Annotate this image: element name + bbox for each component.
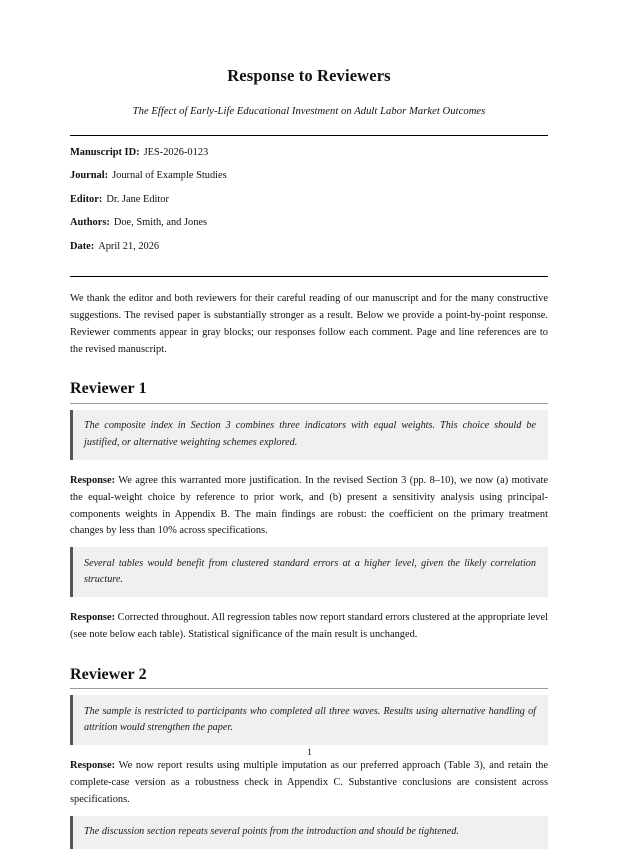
section-heading-reviewer-2: Reviewer 2 — [70, 665, 147, 683]
metadata-label: Date: — [70, 240, 95, 252]
metadata-row-editor — [70, 195, 548, 219]
reviewer-comment-text: Several tables would benefit from clustered standard errors at a higher level, given the likely correlation structure. — [84, 557, 536, 586]
metadata-row-journal — [70, 171, 548, 195]
reviewer-comment-text: The composite index in Section 3 combines three indicators with equal weights. This choice should be justified, or alternative weighting schemes explored. — [84, 420, 536, 448]
metadata-row-authors — [70, 218, 548, 242]
reviewer-comment-block — [70, 695, 548, 745]
reviewer-comment-text: The discussion section repeats several points from the introduction and should be tightened. — [84, 826, 459, 838]
metadata-label: Editor: — [70, 193, 103, 205]
section-rule-reviewer-2 — [70, 688, 548, 689]
response-label: Response: — [70, 612, 116, 624]
reviewer-comment-text: The sample is restricted to participants who completed all three waves. Results using alternative handling of attrition would strengthen the paper. — [84, 705, 536, 734]
page-title: Response to Reviewers — [227, 66, 391, 85]
page-content — [70, 0, 548, 849]
response-paragraph — [70, 460, 548, 540]
response-text: Corrected throughout. All regression tables now report standard errors clustered at the appropriate level (see note below each table). Statistical significance of the main result is unchanged. — [70, 612, 548, 641]
metadata-row-date — [70, 242, 548, 266]
metadata-value: Doe, Smith, and Jones — [113, 217, 208, 229]
response-text: We agree this warranted more justification. In the revised Section 3 (pp. 8–10), we now (a) motivate the equal-weight choice by reference to prior work, and (b) present a sensitivity analysis using principal-components weights in Appendix B. The main findings are robust: the coefficient on the primary treatment changes by less than 10% across specifications. — [70, 474, 548, 537]
metadata-label: Journal: — [70, 170, 109, 182]
page-number: 1 — [307, 748, 312, 758]
metadata-value: Dr. Jane Editor — [106, 193, 169, 205]
metadata-row-manuscript-id — [70, 148, 548, 172]
metadata-value: April 21, 2026 — [98, 240, 160, 252]
reviewer-comment-block — [70, 410, 548, 460]
metadata-value: JES-2026-0123 — [143, 146, 209, 158]
metadata-label: Authors: — [70, 217, 110, 229]
response-text: We now report results using multiple imputation as our preferred approach (Table 3), and retain the complete-case version as a robustness check in Appendix C. Substantive conclusions are consistent across specifications. — [70, 760, 548, 806]
reviewer-comment-block — [70, 547, 548, 597]
response-paragraph — [70, 597, 548, 644]
section-heading-reviewer-1: Reviewer 1 — [70, 380, 147, 398]
metadata-label: Manuscript ID: — [70, 146, 140, 158]
reviewer-comment-block — [70, 816, 548, 849]
response-label: Response: — [70, 474, 116, 486]
metadata-value: Journal of Example Studies — [112, 170, 227, 182]
manuscript-metadata — [70, 136, 548, 266]
response-label: Response: — [70, 760, 116, 772]
introduction-paragraph: We thank the editor and both reviewers for their careful reading of our manuscript and for the many constructive suggestions. The revised paper is substantially stronger as a result. Below we provide a point-by-point response. Reviewer comments appear in gray blocks; our responses follow each comment. Page and line references are to the revised manuscript. — [70, 293, 548, 355]
section-rule-reviewer-1 — [70, 403, 548, 404]
paper-subtitle: The Effect of Early-Life Educational Investment on Adult Labor Market Outcomes — [132, 105, 486, 117]
